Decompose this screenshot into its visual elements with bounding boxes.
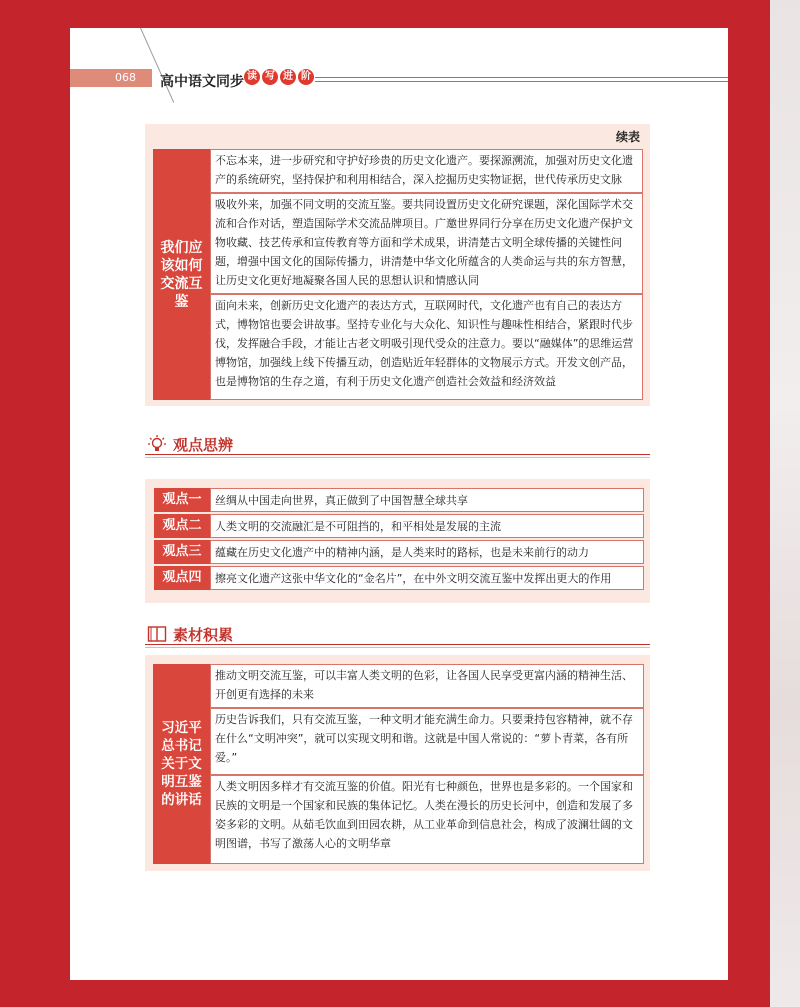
badge-char: 进 (280, 69, 296, 85)
viewpoint-label: 观点三 (154, 540, 210, 564)
exchange-table-panel (145, 124, 650, 406)
viewpoint-text: 人类文明的交流融汇是不可阻挡的，和平相处是发展的主流 (210, 514, 644, 538)
viewpoint-text: 蕴藏在历史文化遗产中的精神内涵，是人类来时的路标，也是未来前行的动力 (210, 540, 644, 564)
section-rule (145, 457, 650, 458)
section-title: 素材积累 (173, 626, 234, 644)
viewpoint-label: 观点一 (154, 488, 210, 512)
materials-cell: 人类文明因多样才有交流互鉴的价值。阳光有七种颜色，世界也是多彩的。一个国家和民族的文明是一个国家和民族的集体记忆。人类在漫长的历史长河中，创造和发展了多姿多彩的文明。从茹毛饮血到田园农耕，从工业革命到信息社会，构成了波澜壮阔的文明图谱，书写了激荡人心的文明华章 (210, 775, 644, 864)
table-row-label: 我们应该如何交流互鉴 (153, 149, 210, 400)
table-cell: 吸收外来，加强不同文明的交流互鉴。要共同设置历史文化研究课题，深化国际学术交流和合作对话，塑造国际学术交流品牌项目。广邀世界同行分享在历史文化遗产保护文物收藏、技艺传承和宣传教育等方面和学术成果，讲清楚古文明全球传播的关键性问题，增强中国文化的国际传播力，讲清楚中华文化所蕴含的人类命运与共的东方智慧，让历史文化更好地凝聚各国人民的思想认识和情感认同 (210, 193, 643, 294)
section-heading-materials (145, 623, 650, 645)
header-divider (140, 28, 174, 103)
viewpoint-label: 观点四 (154, 566, 210, 590)
materials-label: 习近平总书记关于文明互鉴的讲话 (153, 664, 210, 864)
viewpoint-label: 观点二 (154, 514, 210, 538)
viewpoints-panel (145, 479, 650, 603)
series-badge (244, 69, 314, 85)
book-page (70, 28, 728, 980)
badge-char: 读 (244, 69, 260, 85)
header-rule (315, 77, 728, 78)
lightbulb-icon (147, 434, 167, 454)
section-rule (145, 647, 650, 648)
table-continued-caption: 续表 (615, 130, 640, 144)
book-title: 高中语文同步 (160, 74, 244, 90)
section-heading-viewpoints (145, 433, 650, 455)
table-cell: 面向未来，创新历史文化遗产的表达方式，互联网时代，文化遗产也有自己的表达方式，博物馆也要会讲故事。坚持专业化与大众化、知识性与趣味性相结合，紧跟时代步伐，发挥融合手段，才能让古老文明吸引现代受众的注意力。要以“融媒体”的思维运营博物馆，加强线上线下传播互动，创造贴近年轻群体的文物展示方式。开发文创产品，也是博物馆的生存之道，有利于历史文化遗产创造社会效益和经济效益 (210, 294, 643, 400)
open-book-icon (147, 624, 167, 644)
badge-char: 阶 (298, 69, 314, 85)
badge-char: 写 (262, 69, 278, 85)
header-rule (315, 81, 728, 82)
table-cell: 不忘本来，进一步研究和守护好珍贵的历史文化遗产。要探源溯流，加强对历史文化遗产的系统研究，坚持保护和利用相结合，深入挖掘历史实物证据，世代传承历史文脉 (210, 149, 643, 193)
viewpoint-text: 擦亮文化遗产这张中华文化的“金名片”，在中外文明交流互鉴中发挥出更大的作用 (210, 566, 644, 590)
materials-cell: 历史告诉我们，只有交流互鉴，一种文明才能充满生命力。只要秉持包容精神，就不存在什么“文明冲突”，就可以实现文明和谐。这就是中国人常说的：“萝卜青菜，各有所爱。” (210, 708, 644, 775)
viewpoint-text: 丝绸从中国走向世界，真正做到了中国智慧全球共享 (210, 488, 644, 512)
section-title: 观点思辨 (173, 436, 234, 454)
materials-panel (145, 655, 650, 871)
page-number: 068 (115, 71, 136, 84)
materials-cell: 推动文明交流互鉴，可以丰富人类文明的色彩，让各国人民享受更富内涵的精神生活、开创更有选择的未来 (210, 664, 644, 708)
section-rule (145, 454, 650, 455)
section-rule (145, 644, 650, 645)
background-strip (770, 0, 800, 1007)
